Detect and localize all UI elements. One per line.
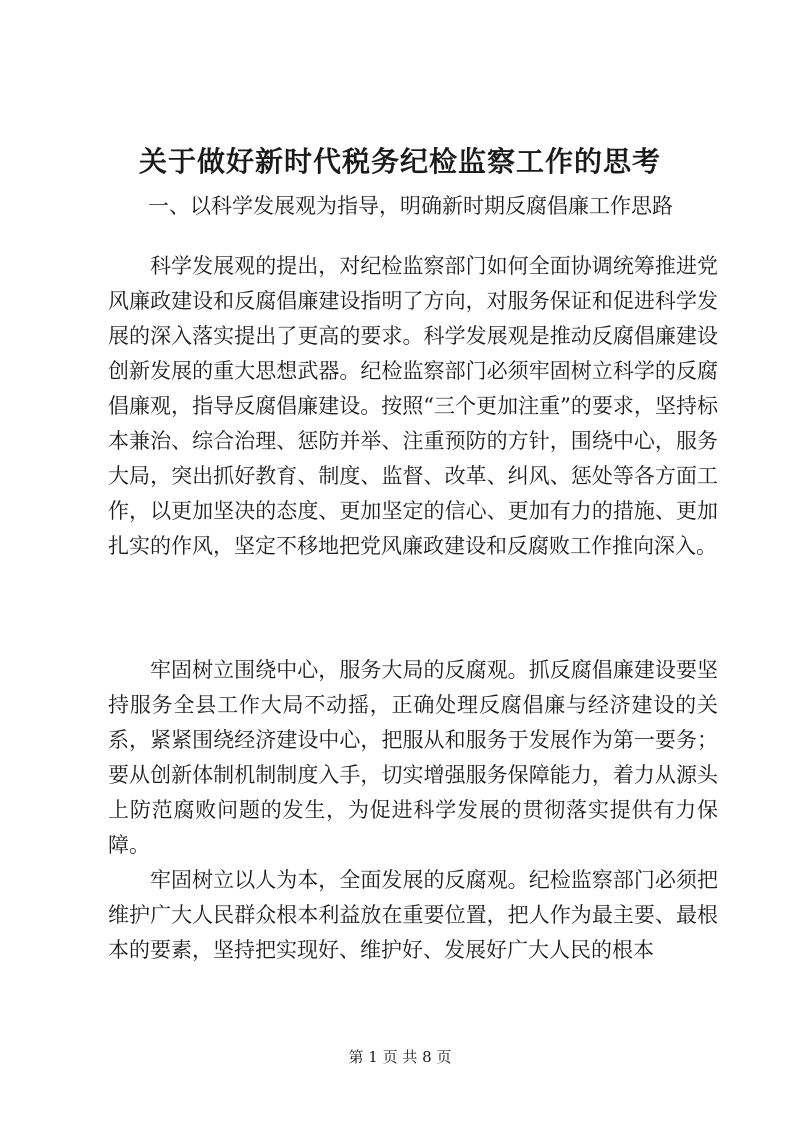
body-paragraph: 科学发展观的提出，对纪检监察部门如何全面协调统筹推进党风廉政建设和反腐倡廉建设指明了方向，对服务保证和促进科学发展的深入落实提出了更高的要求。科学发展观是推动反腐倡廉建设创新发展的重大思想武器。纪检监察部门必须牢固树立科学的反腐倡廉观，指导反腐倡廉建设。按照“三个更加注重”的要求，坚持标本兼治、综合治理、惩防并举、注重预防的方针，围绕中心，服务大局，突出抓好教育、制度、监督、改革、纠风、惩处等各方面工作，以更加坚决的态度、更加坚定的信心、更加有力的措施、更加扎实的作风，坚定不移地把党风廉政建设和反腐败工作推向深入。 [108, 254, 718, 558]
section-heading: 一、以科学发展观为指导，明确新时期反腐倡廉工作思路 [148, 194, 673, 218]
body-paragraph: 牢固树立围绕中心，服务大局的反腐观。抓反腐倡廉建设要坚持服务全县工作大局不动摇，正确处理反腐倡廉与经济建设的关系，紧紧围绕经济建设中心，把服从和服务于发展作为第一要务；要从创新体制机制制度入手，切实增强服务保障能力，着力从源头上防范腐败问题的发生，为促进科学发展的贯彻落实提供有力保障。 [108, 658, 718, 857]
body-paragraph: 牢固树立以人为本，全面发展的反腐观。纪检监察部门必须把维护广大人民群众根本利益放在重要位置，把人作为最主要、最根本的要素，坚持把实现好、维护好、发展好广大人民的根本 [108, 868, 718, 962]
page-footer: 第 1 页 共 8 页 [348, 1048, 452, 1066]
document-title: 关于做好新时代税务纪检监察工作的思考 [138, 145, 661, 178]
